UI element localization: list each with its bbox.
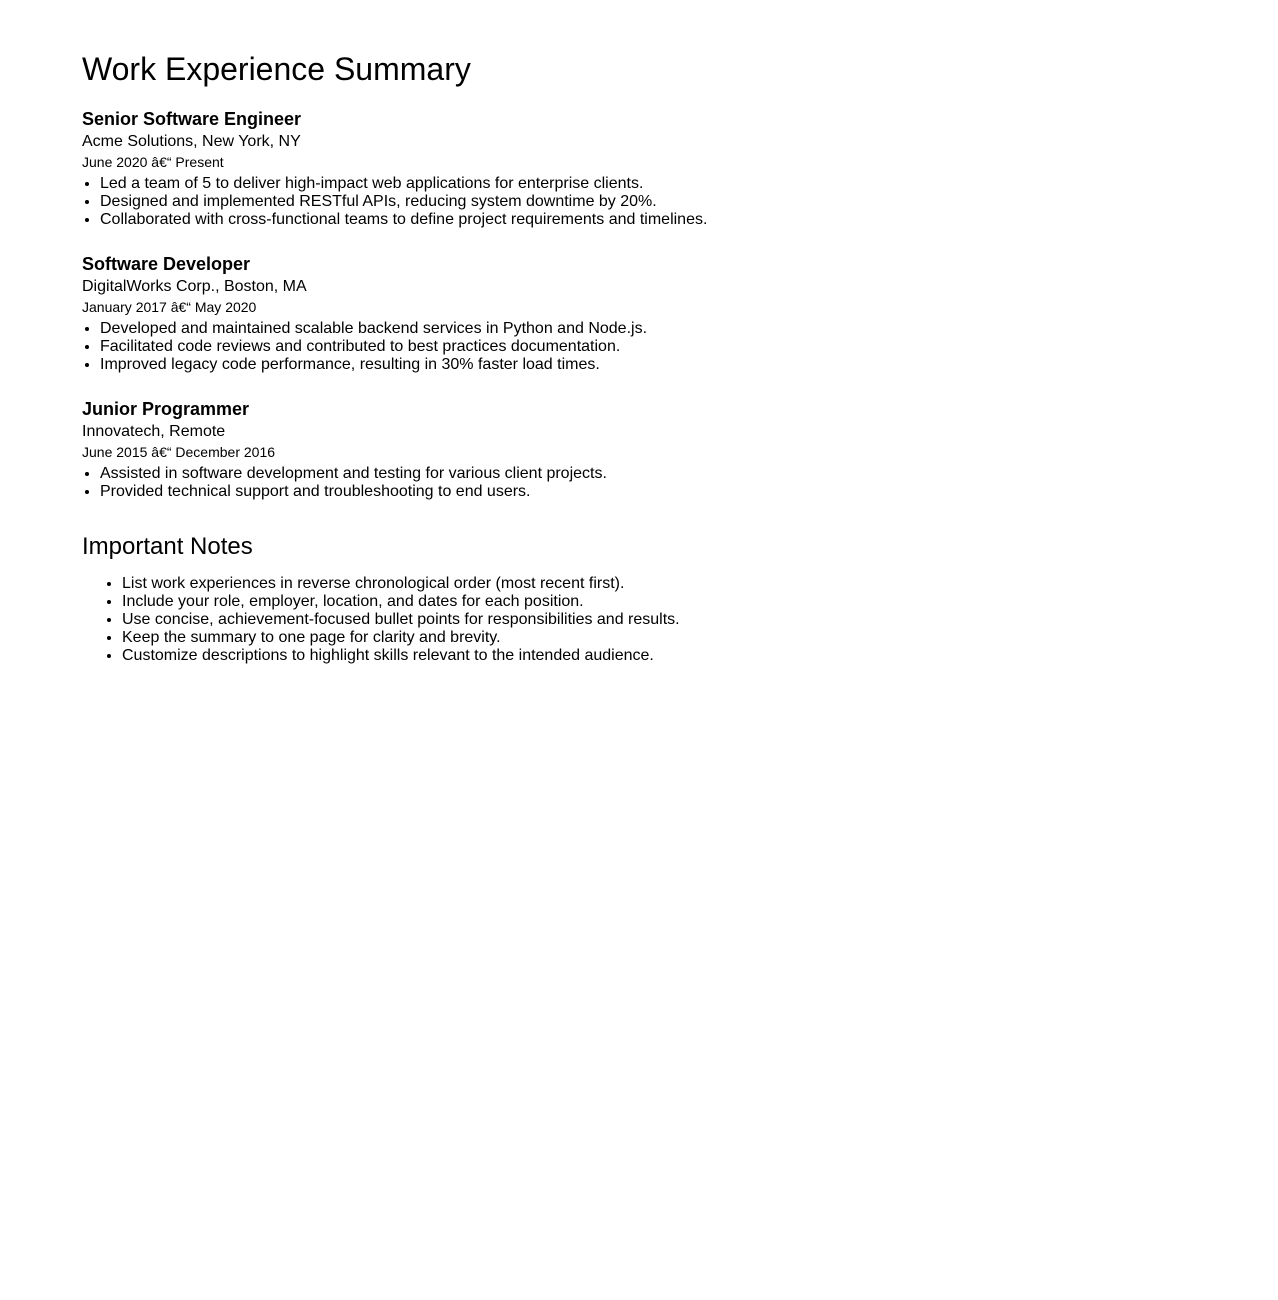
job-dates: June 2015 â€“ December 2016 — [82, 444, 276, 460]
notes-list — [82, 575, 1182, 665]
duty-item: • Facilitated code reviews and contributed to best practices documentation. — [100, 338, 1182, 356]
job-company: Innovatech, Remote — [82, 423, 226, 440]
job-title: Junior Programmer — [82, 399, 250, 419]
job-list — [82, 108, 1182, 501]
job-company: DigitalWorks Corp., Boston, MA — [82, 278, 307, 295]
note-item: • List work experiences in reverse chronological order (most recent first). — [122, 575, 1182, 593]
duty-item: • Collaborated with cross-functional teams to define project requirements and timelines. — [100, 211, 1182, 229]
notes-heading: Important Notes — [82, 533, 253, 560]
note-item: • Include your role, employer, location, and dates for each position. — [122, 593, 1182, 611]
job-title: Senior Software Engineer — [82, 109, 302, 129]
duty-item: • Assisted in software development and testing for various client projects. — [100, 465, 1182, 483]
duty-item: • Developed and maintained scalable backend services in Python and Node.js. — [100, 320, 1182, 338]
job-duties — [82, 175, 1182, 229]
duty-item: • Improved legacy code performance, resulting in 30% faster load times. — [100, 356, 1182, 374]
job-title: Software Developer — [82, 254, 251, 274]
job-duties — [82, 320, 1182, 374]
job-dates: June 2020 â€“ Present — [82, 154, 224, 170]
page-title: Work Experience Summary — [82, 51, 471, 87]
job-entry-0 — [82, 108, 1182, 229]
note-item: • Use concise, achievement-focused bullet points for responsibilities and results. — [122, 611, 1182, 629]
duty-item: • Led a team of 5 to deliver high-impact web applications for enterprise clients. — [100, 175, 1182, 193]
job-entry-2 — [82, 398, 1182, 501]
duty-item: • Provided technical support and troubleshooting to end users. — [100, 483, 1182, 501]
job-dates: January 2017 â€“ May 2020 — [82, 299, 257, 315]
note-item: • Keep the summary to one page for clarity and brevity. — [122, 629, 1182, 647]
note-item: • Customize descriptions to highlight skills relevant to the intended audience. — [122, 647, 1182, 665]
document-page — [0, 0, 1182, 665]
job-company: Acme Solutions, New York, NY — [82, 133, 301, 150]
job-entry-1 — [82, 253, 1182, 374]
job-duties — [82, 465, 1182, 501]
duty-item: • Designed and implemented RESTful APIs, reducing system downtime by 20%. — [100, 193, 1182, 211]
